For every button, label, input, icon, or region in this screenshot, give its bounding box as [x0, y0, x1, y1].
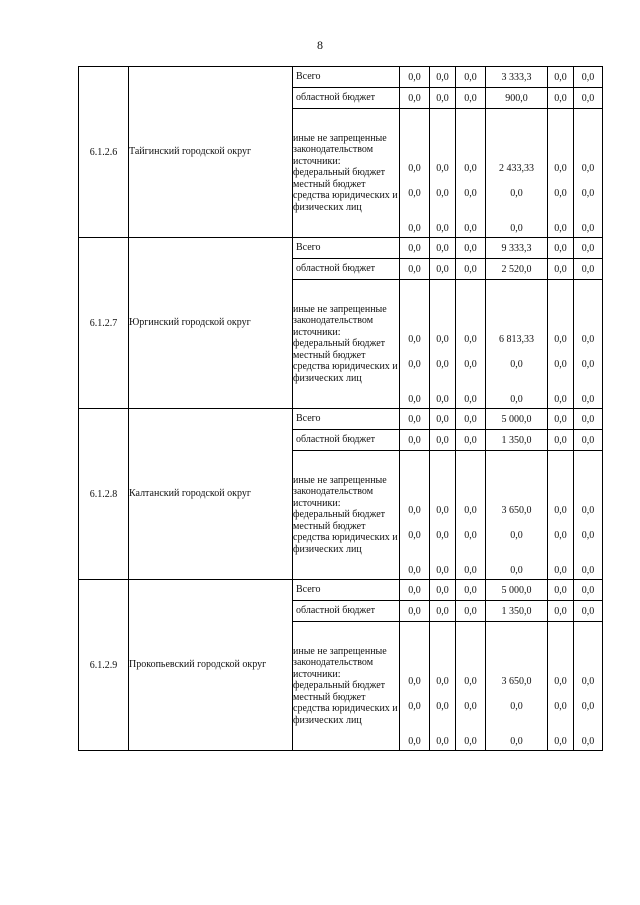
amount-cell-group — [400, 451, 430, 580]
amount-cell: 0,0 — [430, 88, 456, 109]
amount-value: 0,0 — [408, 163, 421, 174]
amount-cell: 0,0 — [430, 409, 456, 430]
amount-value: 0,0 — [581, 701, 595, 712]
amount-value: 0,0 — [510, 188, 523, 199]
amount-cell-group — [548, 451, 574, 580]
municipality-name: Юргинский городской округ — [129, 238, 293, 409]
amount-cell: 0,0 — [400, 409, 430, 430]
municipality-name: Прокопьевский городской округ — [129, 580, 293, 751]
amount-cell: 0,0 — [574, 259, 603, 280]
amount-value: 0,0 — [436, 359, 449, 370]
amount-value: 0,0 — [581, 163, 595, 174]
amount-value: 0,0 — [408, 676, 421, 687]
amount-value: 0,0 — [464, 188, 477, 199]
amount-cell: 0,0 — [430, 601, 456, 622]
item-code: 6.1.2.6 — [79, 67, 129, 238]
funding-source: Всего — [293, 580, 400, 601]
amount-value: 0,0 — [554, 163, 567, 174]
other-sources-text: иные не запрещенные законодательством источники: федеральный бюджет местный бюджет средства юридических и физических лиц — [293, 645, 398, 726]
amount-value: 0,0 — [464, 223, 477, 234]
funding-source: областной бюджет — [293, 430, 400, 451]
amount-value: 0,0 — [408, 736, 421, 747]
amount-value: 0,0 — [510, 223, 523, 234]
amount-value: 0,0 — [581, 188, 595, 199]
amount-value: 0,0 — [464, 530, 477, 541]
amount-cell-group — [548, 109, 574, 238]
amount-cell: 3 333,3 — [486, 67, 548, 88]
amount-cell: 0,0 — [400, 67, 430, 88]
amount-value: 0,0 — [436, 163, 449, 174]
amount-value: 0,0 — [581, 676, 595, 687]
amount-cell: 0,0 — [548, 601, 574, 622]
amount-value: 0,0 — [408, 565, 421, 576]
amount-value: 0,0 — [436, 701, 449, 712]
amount-cell-group — [456, 451, 486, 580]
other-funding-sources — [293, 622, 400, 751]
amount-cell: 0,0 — [574, 67, 603, 88]
amount-cell-group — [430, 451, 456, 580]
other-sources-text: иные не запрещенные законодательством источники: федеральный бюджет местный бюджет средства юридических и физических лиц — [293, 303, 398, 384]
amount-cell-group — [486, 451, 548, 580]
amount-cell: 0,0 — [548, 580, 574, 601]
amount-value: 0,0 — [464, 701, 477, 712]
page-number: 8 — [317, 38, 323, 52]
amount-value: 0,0 — [436, 188, 449, 199]
amount-value: 0,0 — [436, 565, 449, 576]
other-funding-sources — [293, 280, 400, 409]
amount-cell: 0,0 — [574, 88, 603, 109]
table-row — [79, 580, 603, 601]
amount-cell-group — [430, 622, 456, 751]
amount-cell: 0,0 — [456, 580, 486, 601]
municipality-name: Калтанский городской округ — [129, 409, 293, 580]
amount-cell: 0,0 — [430, 259, 456, 280]
other-sources-text: иные не запрещенные законодательством источники: федеральный бюджет местный бюджет средства юридических и физических лиц — [293, 474, 398, 555]
amount-cell: 1 350,0 — [486, 430, 548, 451]
amount-cell-group — [400, 109, 430, 238]
funding-source: Всего — [293, 238, 400, 259]
funding-source: областной бюджет — [293, 88, 400, 109]
amount-cell: 0,0 — [430, 238, 456, 259]
item-code: 6.1.2.8 — [79, 409, 129, 580]
amount-value: 0,0 — [554, 223, 567, 234]
amount-value: 0,0 — [436, 223, 449, 234]
amount-cell: 0,0 — [548, 88, 574, 109]
amount-value: 0,0 — [554, 530, 567, 541]
amount-value: 0,0 — [408, 530, 421, 541]
amount-value: 0,0 — [408, 334, 421, 345]
amount-value: 0,0 — [581, 223, 595, 234]
item-code: 6.1.2.9 — [79, 580, 129, 751]
amount-value: 0,0 — [554, 334, 567, 345]
amount-value: 0,0 — [464, 334, 477, 345]
amount-value: 0,0 — [436, 394, 449, 405]
amount-value: 0,0 — [510, 701, 523, 712]
amount-cell-group — [400, 280, 430, 409]
amount-cell: 0,0 — [430, 67, 456, 88]
amount-cell-group — [574, 622, 603, 751]
amount-value: 0,0 — [581, 334, 595, 345]
funding-source: Всего — [293, 409, 400, 430]
amount-value: 0,0 — [554, 394, 567, 405]
amount-value: 0,0 — [510, 394, 523, 405]
amount-value: 0,0 — [408, 188, 421, 199]
amount-value: 0,0 — [554, 359, 567, 370]
amount-cell: 0,0 — [574, 601, 603, 622]
amount-cell: 0,0 — [456, 88, 486, 109]
amount-cell: 0,0 — [574, 238, 603, 259]
amount-cell: 0,0 — [548, 238, 574, 259]
amount-value: 0,0 — [464, 736, 477, 747]
amount-value: 0,0 — [581, 505, 595, 516]
amount-cell-group — [574, 280, 603, 409]
amount-value: 0,0 — [408, 701, 421, 712]
amount-value: 0,0 — [581, 530, 595, 541]
amount-cell: 0,0 — [574, 430, 603, 451]
amount-value: 0,0 — [464, 676, 477, 687]
amount-cell: 5 000,0 — [486, 580, 548, 601]
amount-value: 3 650,0 — [501, 676, 532, 687]
amount-value: 0,0 — [436, 334, 449, 345]
amount-value: 0,0 — [510, 359, 523, 370]
other-sources-text: иные не запрещенные законодательством источники: федеральный бюджет местный бюджет средства юридических и физических лиц — [293, 132, 398, 213]
amount-value: 0,0 — [464, 359, 477, 370]
amount-cell: 0,0 — [400, 430, 430, 451]
amount-cell: 1 350,0 — [486, 601, 548, 622]
amount-cell-group — [456, 622, 486, 751]
amount-value: 0,0 — [581, 736, 595, 747]
amount-cell: 9 333,3 — [486, 238, 548, 259]
amount-cell: 0,0 — [456, 67, 486, 88]
amount-value: 6 813,33 — [499, 334, 534, 345]
amount-value: 0,0 — [510, 530, 523, 541]
amount-value: 0,0 — [581, 394, 595, 405]
amount-value: 0,0 — [554, 736, 567, 747]
amount-cell-group — [430, 280, 456, 409]
amount-cell: 0,0 — [400, 580, 430, 601]
amount-cell: 0,0 — [548, 409, 574, 430]
table-row — [79, 409, 603, 430]
amount-cell-group — [430, 109, 456, 238]
amount-cell: 0,0 — [456, 259, 486, 280]
amount-value: 0,0 — [510, 565, 523, 576]
amount-cell-group — [456, 109, 486, 238]
amount-value: 0,0 — [554, 565, 567, 576]
amount-value: 0,0 — [408, 223, 421, 234]
amount-cell-group — [486, 280, 548, 409]
amount-value: 0,0 — [554, 188, 567, 199]
budget-table — [78, 66, 603, 751]
amount-cell: 0,0 — [456, 238, 486, 259]
amount-cell: 0,0 — [400, 601, 430, 622]
amount-value: 0,0 — [554, 505, 567, 516]
amount-cell: 0,0 — [548, 67, 574, 88]
amount-value: 0,0 — [436, 530, 449, 541]
amount-cell-group — [486, 622, 548, 751]
amount-value: 0,0 — [510, 736, 523, 747]
funding-source: областной бюджет — [293, 601, 400, 622]
amount-value: 0,0 — [554, 701, 567, 712]
amount-cell: 0,0 — [400, 88, 430, 109]
other-funding-sources — [293, 109, 400, 238]
amount-cell-group — [400, 622, 430, 751]
amount-cell-group — [574, 451, 603, 580]
amount-cell: 0,0 — [574, 409, 603, 430]
amount-cell-group — [486, 109, 548, 238]
amount-cell: 0,0 — [456, 601, 486, 622]
amount-value: 0,0 — [436, 676, 449, 687]
amount-cell: 0,0 — [574, 580, 603, 601]
funding-source: областной бюджет — [293, 259, 400, 280]
amount-cell: 0,0 — [400, 238, 430, 259]
amount-value: 3 650,0 — [501, 505, 532, 516]
amount-value: 0,0 — [408, 359, 421, 370]
amount-cell: 2 520,0 — [486, 259, 548, 280]
amount-value: 0,0 — [581, 565, 595, 576]
amount-value: 0,0 — [464, 505, 477, 516]
amount-cell: 0,0 — [548, 430, 574, 451]
amount-cell-group — [548, 622, 574, 751]
municipality-name: Тайгинский городской округ — [129, 67, 293, 238]
amount-cell: 0,0 — [548, 259, 574, 280]
amount-cell: 0,0 — [400, 259, 430, 280]
amount-value: 0,0 — [408, 394, 421, 405]
amount-cell: 0,0 — [430, 430, 456, 451]
amount-value: 0,0 — [581, 359, 595, 370]
amount-value: 0,0 — [464, 163, 477, 174]
amount-value: 0,0 — [436, 505, 449, 516]
amount-value: 0,0 — [408, 505, 421, 516]
amount-cell: 0,0 — [430, 580, 456, 601]
table-row — [79, 67, 603, 88]
amount-cell: 900,0 — [486, 88, 548, 109]
table-row — [79, 238, 603, 259]
amount-cell: 0,0 — [456, 430, 486, 451]
amount-cell-group — [548, 280, 574, 409]
amount-value: 0,0 — [464, 565, 477, 576]
amount-value: 0,0 — [554, 676, 567, 687]
item-code: 6.1.2.7 — [79, 238, 129, 409]
amount-cell: 0,0 — [456, 409, 486, 430]
funding-source: Всего — [293, 67, 400, 88]
amount-value: 0,0 — [436, 736, 449, 747]
amount-value: 2 433,33 — [499, 163, 534, 174]
amount-cell: 5 000,0 — [486, 409, 548, 430]
amount-value: 0,0 — [464, 394, 477, 405]
other-funding-sources — [293, 451, 400, 580]
budget-table-body — [79, 67, 603, 751]
amount-cell-group — [456, 280, 486, 409]
amount-cell-group — [574, 109, 603, 238]
